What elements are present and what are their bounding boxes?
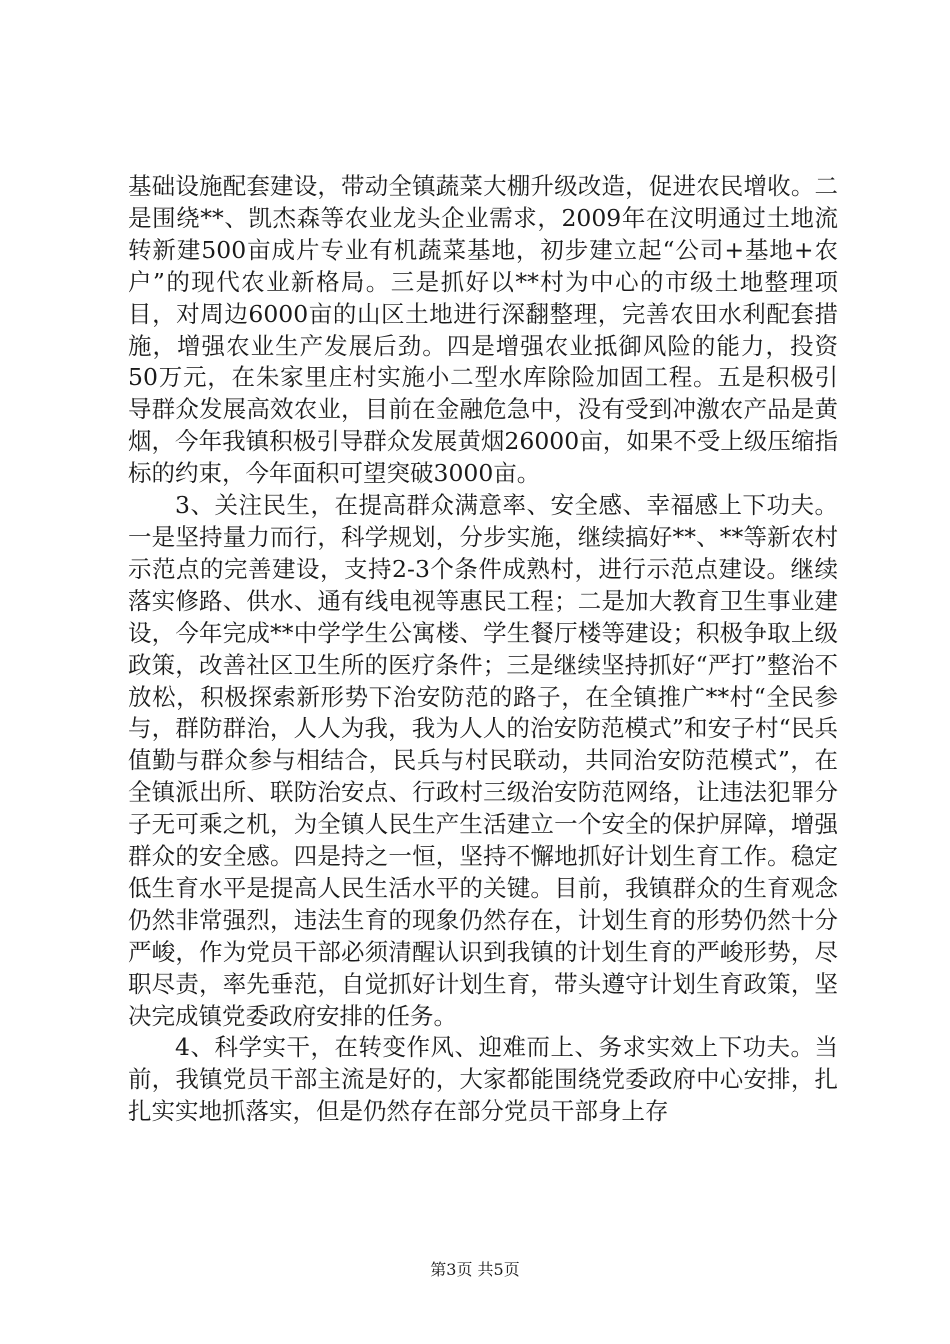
page-footer: 第3页 共5页 [430, 1260, 520, 1279]
paragraph-3: 4、科学实干，在转变作风、迎难而上、务求实效上下功夫。当前，我镇党员干部主流是好的，大家都能围绕党委政府中心安排，扎扎实实地抓落实，但是仍然存在部分党员干部身上存 [128, 1033, 838, 1126]
paragraph-2: 3、关注民生，在提高群众满意率、安全感、幸福感上下功夫。一是坚持量力而行，科学规划，分步实施，继续搞好**、**等新农村示范点的完善建设，支持2-3个条件成熟村，进行示范点建设。继续落实修路、供水、通有线电视等惠民工程；二是加大教育卫生事业建设，今年完成**中学学生公寓楼、学生餐厅楼等建设；积极争取上级政策，改善社区卫生所的医疗条件；三是继续坚持抓好“严打”整治不放松，积极探索新形势下治安防范的路子，在全镇推广**村“全民参与，群防群治，人人为我，我为人人的治安防范模式”和安子村“民兵值勤与群众参与相结合，民兵与村民联动，共同治安防范模式”，在全镇派出所、联防治安点、行政村三级治安防范网络，让违法犯罪分子无可乘之机，为全镇人民生产生活建立一个安全的保护屏障，增强群众的安全感。四是持之一恒，坚持不懈地抓好计划生育工作。稳定低生育水平是提高人民生活水平的关键。目前，我镇群众的生育观念仍然非常强烈，违法生育的现象仍然存在，计划生育的形势仍然十分严峻，作为党员干部必须清醒认识到我镇的计划生育的严峻形势，尽职尽责，率先垂范，自觉抓好计划生育，带头遵守计划生育政策，坚决完成镇党委政府安排的任务。 [128, 491, 838, 1030]
paragraph-1: 基础设施配套建设，带动全镇蔬菜大棚升级改造，促进农民增收。二是围绕**、凯杰森等农业龙头企业需求，2009年在汶明通过土地流转新建500亩成片专业有机蔬菜基地，初步建立起“公司+基地+农户”的现代农业新格局。三是抓好以**村为中心的市级土地整理项目，对周边6000亩的山区土地进行深翻整理，完善农田水利配套措施，增强农业生产发展后劲。四是增强农业抵御风险的能力，投资50万元，在朱家里庄村实施小二型水库除险加固工程。五是积极引导群众发展高效农业，目前在金融危急中，没有受到冲激农产品是黄烟，今年我镇积极引导群众发展黄烟26000亩，如果不受上级压缩指标的约束，今年面积可望突破3000亩。 [128, 172, 838, 488]
body-text [128, 171, 838, 1128]
